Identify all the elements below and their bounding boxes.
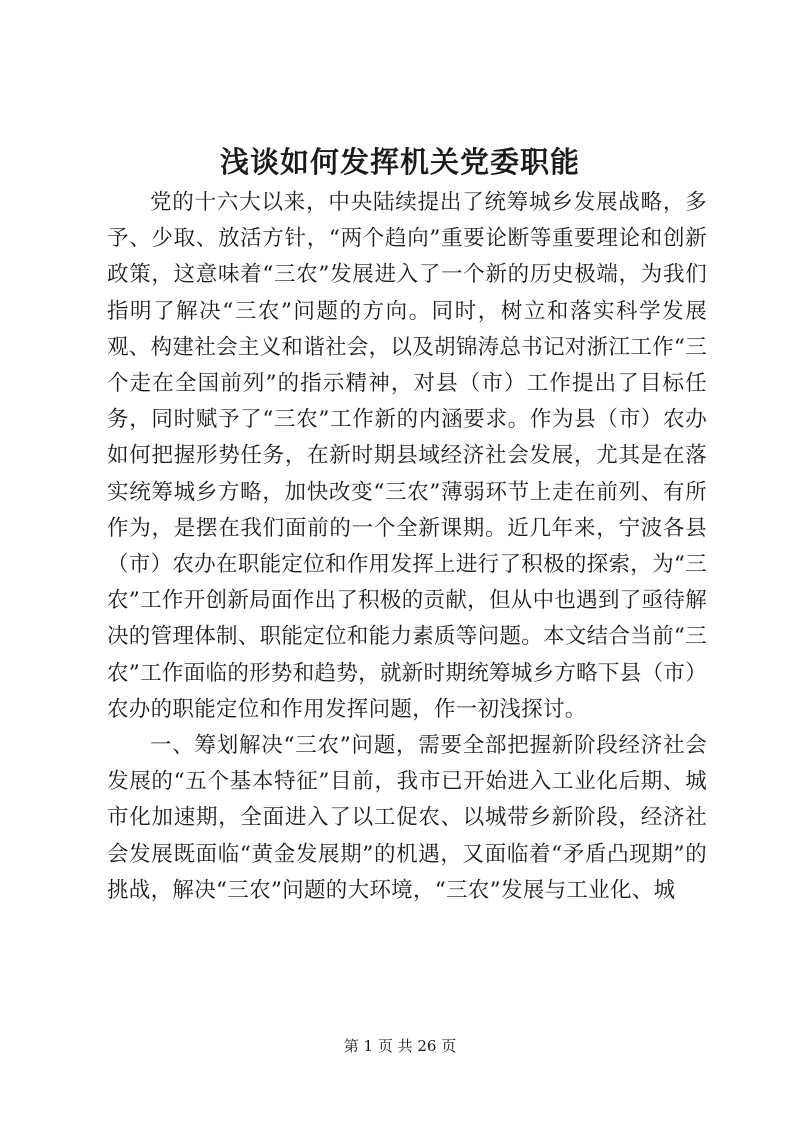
page-number-footer: 第 1 页 共 26 页	[343, 1037, 457, 1055]
body-paragraph-1: 党的十六大以来，中央陆续提出了统筹城乡发展战略，多予、少取、放活方针，“两个趋向”重要论断等重要理论和创新政策，这意味着“三农”发展进入了一个新的历史极端，为我们指明了解决“三农”问题的方向。同时，树立和落实科学发展观、构建社会主义和谐社会，以及胡锦涛总书记对浙江工作“三个走在全国前列”的指示精神，对县（市）工作提出了目标任务，同时赋予了“三农”工作新的内涵要求。作为县（市）农办如何把握形势任务，在新时期县域经济社会发展，尤其是在落实统筹城乡方略，加快改变“三农”薄弱环节上走在前列、有所作为，是摆在我们面前的一个全新课期。近几年来，宁波各县（市）农办在职能定位和作用发挥上进行了积极的探索，为“三农”工作开创新局面作出了积极的贡献，但从中也遇到了亟待解决的管理体制、职能定位和能力素质等问题。本文结合当前“三农”工作面临的形势和趋势，就新时期统筹城乡方略下县（市）农办的职能定位和作用发挥问题，作一初浅探讨。	[107, 190, 707, 722]
body-paragraph-2: 一、筹划解决“三农”问题，需要全部把握新阶段经济社会发展的“五个基本特征”目前，我市已开始进入工业化后期、城市化加速期，全面进入了以工促农、以城带乡新阶段，经济社会发展既面临“黄金发展期”的机遇，又面临着“矛盾凸现期”的挑战，解决“三农”问题的大环境，“三农”发展与工业化、城	[107, 733, 707, 903]
document-title: 浅谈如何发挥机关党委职能	[219, 145, 580, 179]
document-body	[107, 185, 707, 909]
